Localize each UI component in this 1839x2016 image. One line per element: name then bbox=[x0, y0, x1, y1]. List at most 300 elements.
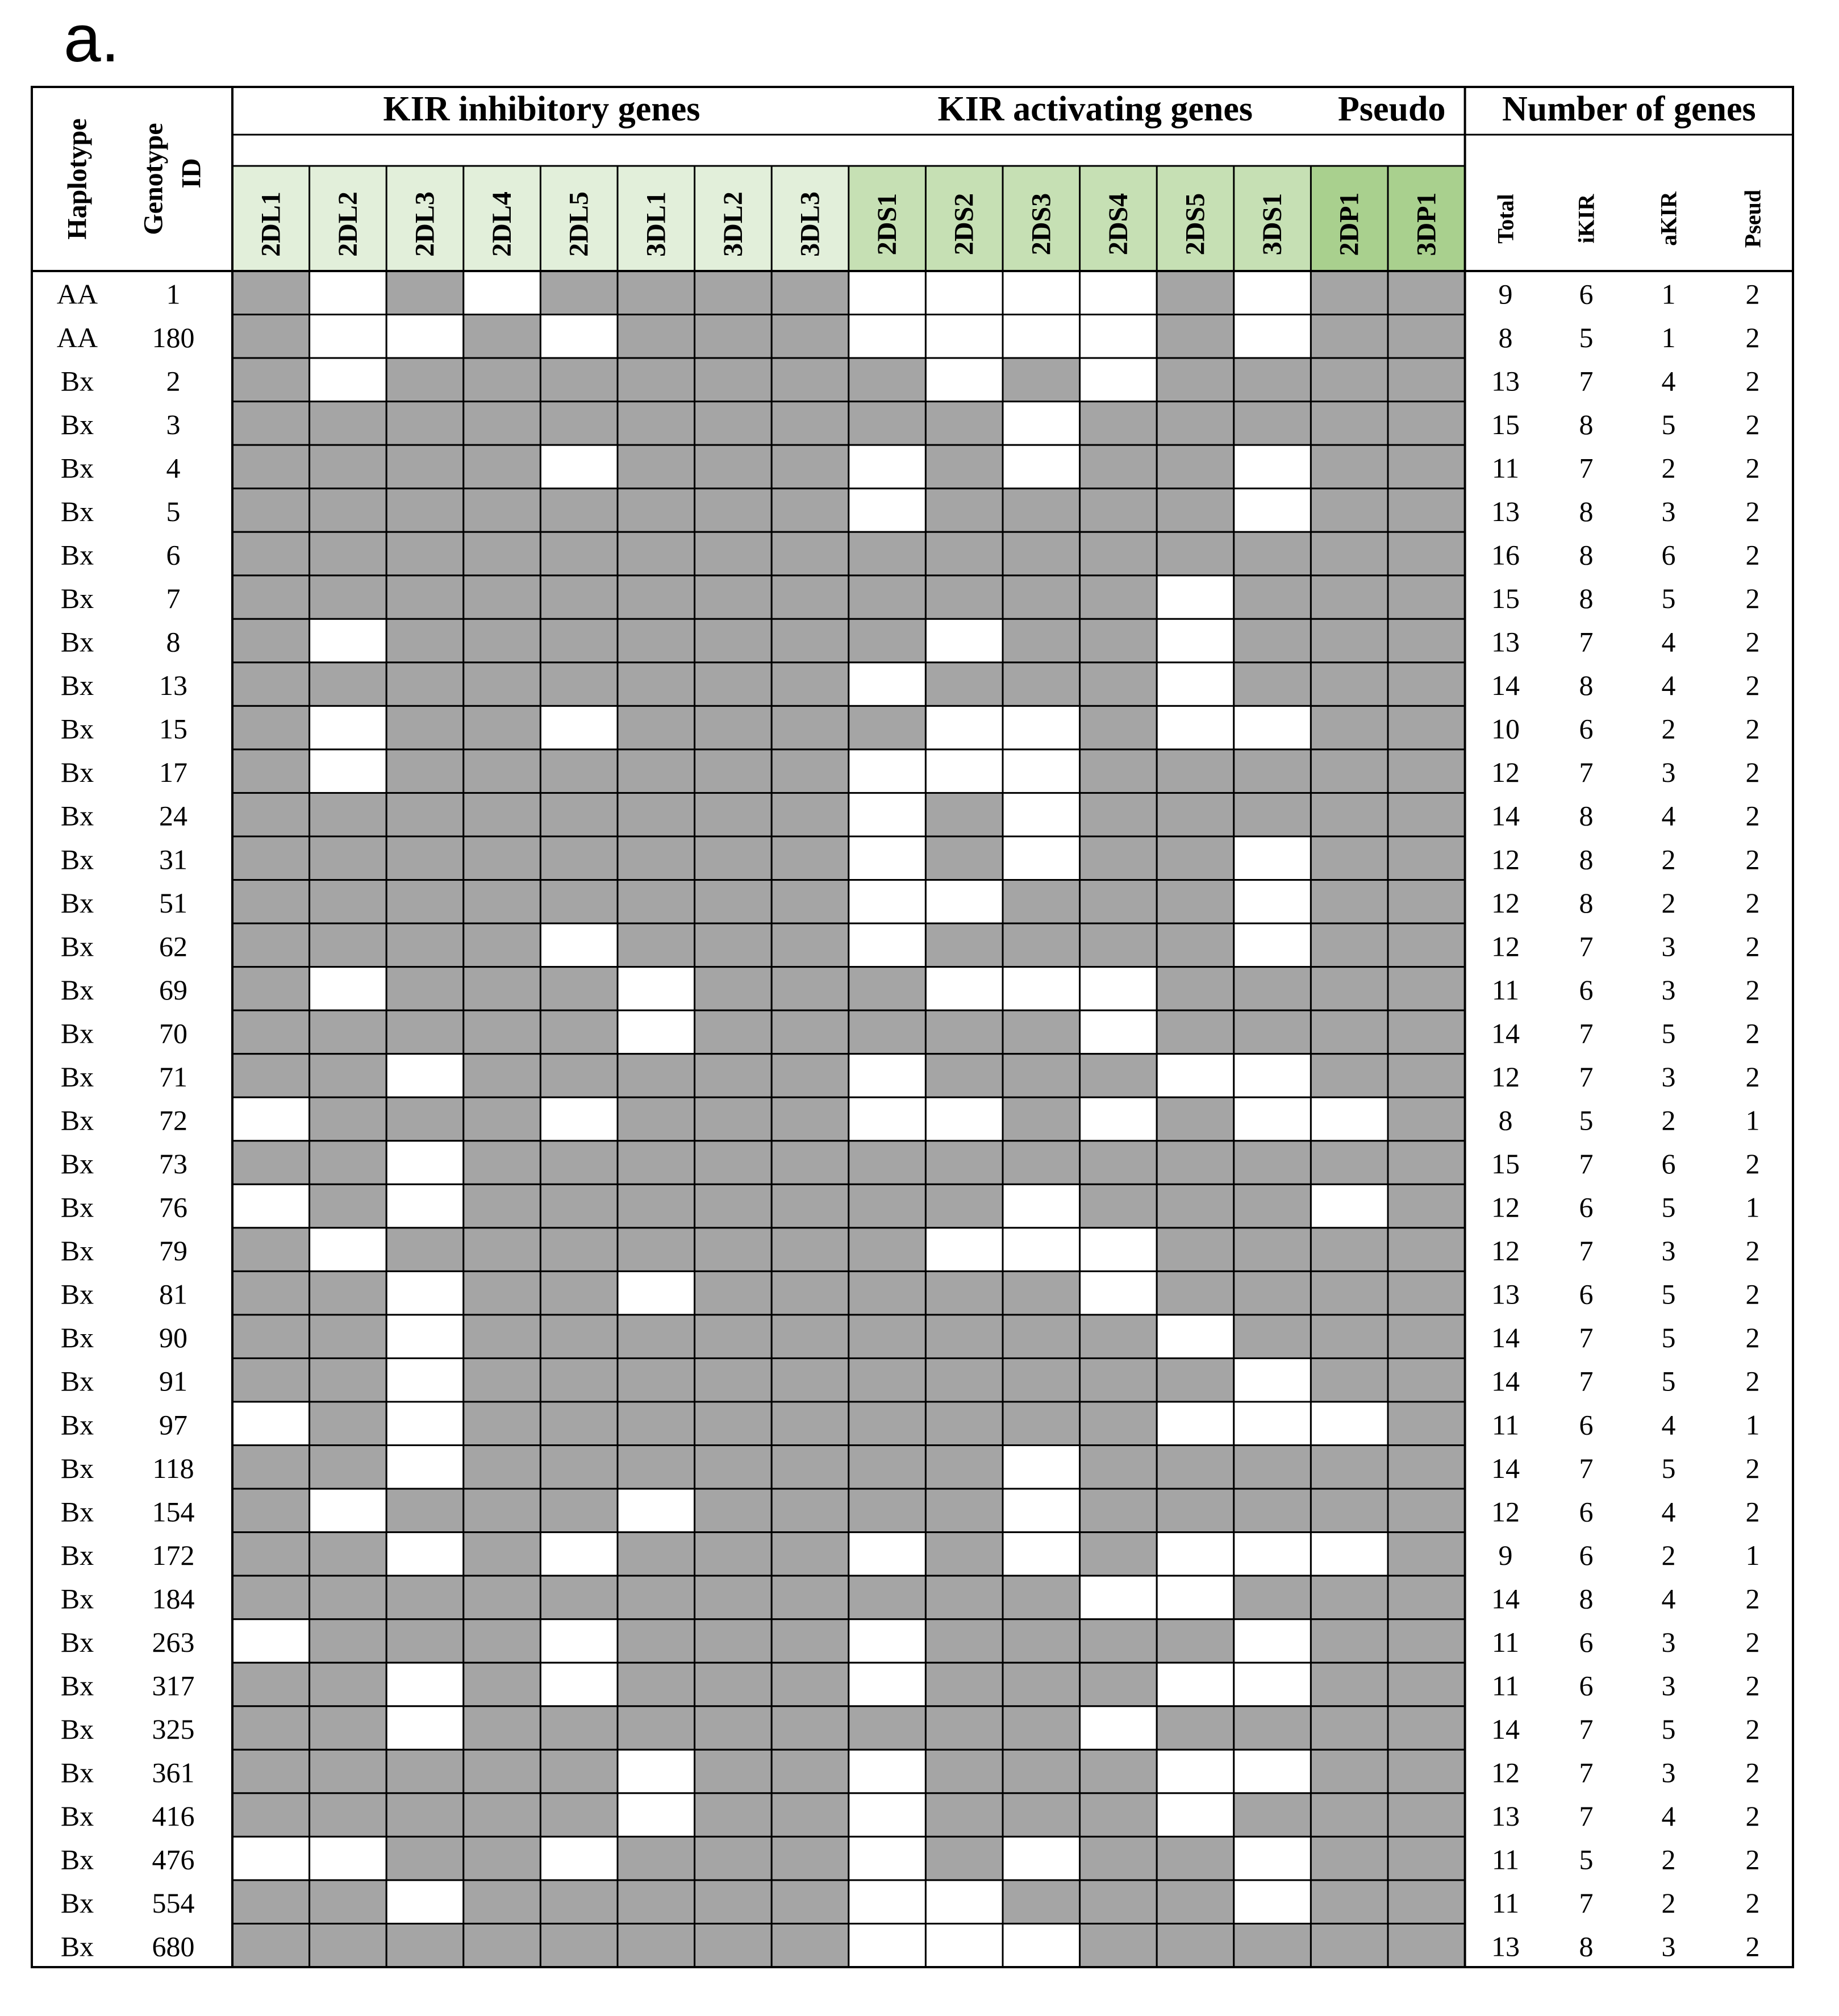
gene-cell bbox=[1080, 1489, 1157, 1532]
gene-cell bbox=[925, 1576, 1003, 1619]
genotype-id-cell: 7 bbox=[166, 582, 181, 615]
gene-cell bbox=[1080, 1706, 1157, 1750]
count-cell: 7 bbox=[1579, 1322, 1594, 1354]
gene-cell bbox=[849, 880, 926, 924]
gene-cell bbox=[386, 445, 464, 489]
gene-cell bbox=[618, 271, 695, 315]
gene-header-2ds1: 2DS1 bbox=[872, 193, 903, 256]
gene-cell bbox=[1080, 1228, 1157, 1272]
gene-cell bbox=[1388, 663, 1465, 706]
gene-cell bbox=[772, 1923, 849, 1967]
gene-cell bbox=[618, 1358, 695, 1402]
gene-cell bbox=[1311, 1576, 1388, 1619]
gene-cell bbox=[1080, 1315, 1157, 1359]
table-row bbox=[61, 532, 1760, 576]
gene-cell bbox=[1388, 793, 1465, 836]
gene-cell bbox=[386, 1141, 464, 1185]
gene-cell bbox=[925, 1402, 1003, 1446]
count-cell: 6 bbox=[1579, 1539, 1594, 1571]
gene-cell bbox=[849, 445, 926, 489]
gene-cell bbox=[925, 1619, 1003, 1663]
count-cell: 2 bbox=[1745, 278, 1760, 310]
gene-cell bbox=[695, 1228, 772, 1272]
haplotype-cell: Bx bbox=[60, 1148, 94, 1180]
haplotype-cell: Bx bbox=[60, 843, 94, 876]
gene-cell bbox=[1080, 1446, 1157, 1489]
gene-cell bbox=[618, 532, 695, 576]
genotype-id-header-suffix: ID bbox=[176, 158, 207, 189]
count-cell: 13 bbox=[1491, 495, 1520, 527]
gene-cell bbox=[1157, 315, 1234, 359]
gene-cell bbox=[1080, 1793, 1157, 1837]
gene-header-2dl1: 2DL1 bbox=[256, 191, 286, 257]
count-cell: 7 bbox=[1579, 626, 1594, 658]
gene-cell bbox=[772, 1619, 849, 1663]
count-cell: 2 bbox=[1745, 1060, 1760, 1093]
gene-cell bbox=[849, 749, 926, 793]
count-cell: 2 bbox=[1745, 756, 1760, 789]
gene-cell bbox=[386, 923, 464, 967]
haplotype-cell: Bx bbox=[60, 1278, 94, 1310]
gene-cell bbox=[464, 1750, 541, 1793]
gene-cell bbox=[618, 923, 695, 967]
gene-cell bbox=[1234, 1532, 1311, 1576]
gene-cell bbox=[695, 1923, 772, 1967]
haplotype-cell: Bx bbox=[60, 539, 94, 571]
count-cell: 4 bbox=[1661, 799, 1676, 832]
genotype-id-cell: 4 bbox=[166, 452, 181, 484]
gene-cell bbox=[618, 315, 695, 359]
gene-cell bbox=[925, 402, 1003, 445]
gene-cell bbox=[1311, 358, 1388, 402]
gene-cell bbox=[1003, 880, 1080, 924]
gene-cell bbox=[1388, 619, 1465, 663]
gene-cell bbox=[695, 271, 772, 315]
gene-cell bbox=[1157, 489, 1234, 532]
gene-cell bbox=[1388, 315, 1465, 359]
count-cell: 8 bbox=[1579, 799, 1594, 832]
table-row bbox=[61, 489, 1760, 532]
haplotype-cell: Bx bbox=[60, 365, 94, 397]
gene-cell bbox=[849, 923, 926, 967]
gene-cell bbox=[386, 489, 464, 532]
genotype-id-cell: 1 bbox=[166, 278, 181, 310]
gene-cell bbox=[925, 1010, 1003, 1054]
gene-cell bbox=[925, 1706, 1003, 1750]
haplotype-cell: Bx bbox=[60, 1582, 94, 1615]
gene-cell bbox=[540, 532, 618, 576]
count-cell: 8 bbox=[1579, 1582, 1594, 1615]
gene-cell bbox=[1388, 1489, 1465, 1532]
count-cell: 3 bbox=[1661, 930, 1676, 963]
gene-cell bbox=[232, 1315, 310, 1359]
haplotype-cell: Bx bbox=[60, 886, 94, 919]
gene-cell bbox=[1003, 1619, 1080, 1663]
gene-cell bbox=[310, 1097, 387, 1141]
gene-cell bbox=[1157, 1532, 1234, 1576]
gene-cell bbox=[1311, 1619, 1388, 1663]
gene-cell bbox=[1388, 358, 1465, 402]
gene-cell bbox=[540, 271, 618, 315]
haplotype-cell: Bx bbox=[60, 1496, 94, 1528]
gene-cell bbox=[310, 663, 387, 706]
table-header bbox=[62, 90, 1766, 271]
gene-cell bbox=[1311, 1358, 1388, 1402]
count-cell: 7 bbox=[1579, 1060, 1594, 1093]
count-cell: 11 bbox=[1491, 452, 1520, 484]
gene-cell bbox=[232, 793, 310, 836]
gene-cell bbox=[1157, 1793, 1234, 1837]
gene-cell bbox=[925, 749, 1003, 793]
gene-cell bbox=[1157, 1141, 1234, 1185]
gene-cell bbox=[1311, 1271, 1388, 1315]
gene-cell bbox=[1157, 663, 1234, 706]
gene-cell bbox=[310, 576, 387, 619]
gene-cell bbox=[232, 358, 310, 402]
gene-cell bbox=[772, 1358, 849, 1402]
gene-cell bbox=[232, 271, 310, 315]
gene-cell bbox=[849, 271, 926, 315]
gene-cell bbox=[310, 445, 387, 489]
gene-cell bbox=[849, 576, 926, 619]
gene-cell bbox=[695, 967, 772, 1011]
gene-cell bbox=[849, 1663, 926, 1706]
gene-cell bbox=[464, 445, 541, 489]
table-row bbox=[61, 1706, 1760, 1750]
gene-cell bbox=[232, 1706, 310, 1750]
gene-cell bbox=[1234, 1663, 1311, 1706]
gene-cell bbox=[232, 1923, 310, 1967]
haplotype-cell: Bx bbox=[60, 669, 94, 702]
count-cell: 2 bbox=[1745, 1365, 1760, 1397]
table-row bbox=[61, 749, 1760, 793]
gene-cell bbox=[1003, 1141, 1080, 1185]
count-cell: 4 bbox=[1661, 1582, 1676, 1615]
gene-cell bbox=[925, 576, 1003, 619]
gene-cell bbox=[925, 1054, 1003, 1098]
gene-cell bbox=[849, 793, 926, 836]
gene-cell bbox=[1234, 1315, 1311, 1359]
gene-cell bbox=[925, 1315, 1003, 1359]
gene-cell bbox=[1003, 445, 1080, 489]
gene-cell bbox=[1388, 1141, 1465, 1185]
gene-cell bbox=[1234, 1923, 1311, 1967]
gene-cell bbox=[1003, 1750, 1080, 1793]
gene-cell bbox=[1234, 445, 1311, 489]
gene-cell bbox=[1388, 1706, 1465, 1750]
count-cell: 13 bbox=[1491, 626, 1520, 658]
gene-cell bbox=[540, 489, 618, 532]
count-cell: 7 bbox=[1579, 756, 1594, 789]
gene-cell bbox=[925, 967, 1003, 1011]
gene-cell bbox=[1080, 1184, 1157, 1228]
count-cell: 2 bbox=[1745, 1148, 1760, 1180]
count-cell: 2 bbox=[1745, 1713, 1760, 1746]
gene-cell bbox=[1234, 576, 1311, 619]
gene-cell bbox=[232, 967, 310, 1011]
gene-cell bbox=[1388, 1315, 1465, 1359]
table-row bbox=[61, 1532, 1760, 1576]
gene-cell bbox=[925, 532, 1003, 576]
gene-cell bbox=[1003, 532, 1080, 576]
gene-cell bbox=[464, 1184, 541, 1228]
count-cell: 2 bbox=[1661, 713, 1676, 745]
gene-cell bbox=[386, 532, 464, 576]
gene-cell bbox=[1157, 1184, 1234, 1228]
gene-cell bbox=[464, 1446, 541, 1489]
haplotype-cell: Bx bbox=[60, 1104, 94, 1136]
count-cell: 12 bbox=[1491, 1235, 1520, 1267]
genotype-id-cell: 97 bbox=[159, 1409, 187, 1441]
count-cell: 15 bbox=[1491, 1148, 1520, 1180]
gene-cell bbox=[925, 619, 1003, 663]
gene-cell bbox=[1080, 1576, 1157, 1619]
gene-cell bbox=[540, 1358, 618, 1402]
gene-cell bbox=[1311, 749, 1388, 793]
table-row bbox=[61, 1446, 1760, 1489]
gene-cell bbox=[849, 1446, 926, 1489]
gene-cell bbox=[1234, 402, 1311, 445]
gene-cell bbox=[1234, 1141, 1311, 1185]
genotype-id-cell: 51 bbox=[159, 886, 187, 919]
gene-cell bbox=[849, 1880, 926, 1924]
gene-cell bbox=[386, 619, 464, 663]
gene-header-2ds5: 2DS5 bbox=[1180, 193, 1211, 256]
gene-cell bbox=[849, 1923, 926, 1967]
gene-cell bbox=[1003, 1532, 1080, 1576]
gene-cell bbox=[1157, 1836, 1234, 1880]
gene-cell bbox=[695, 1402, 772, 1446]
gene-cell bbox=[772, 1054, 849, 1098]
gene-cell bbox=[1080, 1923, 1157, 1967]
gene-cell bbox=[310, 1358, 387, 1402]
table-row bbox=[61, 1663, 1760, 1706]
gene-cell bbox=[310, 880, 387, 924]
gene-cell bbox=[1234, 619, 1311, 663]
gene-cell bbox=[540, 1793, 618, 1837]
count-cell: 6 bbox=[1579, 1669, 1594, 1702]
count-cell: 2 bbox=[1661, 843, 1676, 876]
gene-cell bbox=[464, 880, 541, 924]
gene-cell bbox=[849, 1141, 926, 1185]
gene-cell bbox=[618, 1446, 695, 1489]
count-cell: 2 bbox=[1745, 799, 1760, 832]
gene-cell bbox=[232, 1619, 310, 1663]
count-cell: 4 bbox=[1661, 1800, 1676, 1832]
gene-cell bbox=[1234, 315, 1311, 359]
gene-cell bbox=[386, 1880, 464, 1924]
gene-cell bbox=[1388, 1271, 1465, 1315]
gene-cell bbox=[540, 1706, 618, 1750]
gene-cell bbox=[310, 619, 387, 663]
gene-cell bbox=[464, 1010, 541, 1054]
gene-cell bbox=[1234, 1010, 1311, 1054]
count-cell: 8 bbox=[1579, 1930, 1594, 1963]
haplotype-cell: Bx bbox=[60, 1322, 94, 1354]
count-cell: 1 bbox=[1661, 278, 1676, 310]
gene-cell bbox=[618, 1228, 695, 1272]
gene-cell bbox=[1311, 967, 1388, 1011]
gene-cell bbox=[464, 706, 541, 749]
gene-cell bbox=[1311, 1184, 1388, 1228]
gene-cell bbox=[1234, 1793, 1311, 1837]
count-cell: 1 bbox=[1745, 1409, 1760, 1441]
gene-cell bbox=[772, 1446, 849, 1489]
count-cell: 8 bbox=[1579, 408, 1594, 440]
gene-cell bbox=[695, 880, 772, 924]
gene-cell bbox=[1234, 1706, 1311, 1750]
gene-cell bbox=[464, 619, 541, 663]
gene-cell bbox=[1157, 749, 1234, 793]
gene-cell bbox=[1157, 1402, 1234, 1446]
gene-cell bbox=[310, 1271, 387, 1315]
gene-cell bbox=[849, 1228, 926, 1272]
gene-cell bbox=[695, 619, 772, 663]
gene-cell bbox=[618, 1054, 695, 1098]
gene-cell bbox=[386, 1402, 464, 1446]
gene-cell bbox=[849, 402, 926, 445]
count-cell: 12 bbox=[1491, 886, 1520, 919]
count-cell: 2 bbox=[1745, 365, 1760, 397]
gene-cell bbox=[695, 1663, 772, 1706]
genotype-id-cell: 79 bbox=[159, 1235, 187, 1267]
gene-cell bbox=[1157, 1228, 1234, 1272]
gene-cell bbox=[772, 1489, 849, 1532]
table-row bbox=[61, 1836, 1760, 1880]
count-cell: 2 bbox=[1745, 973, 1760, 1006]
gene-cell bbox=[618, 1576, 695, 1619]
gene-cell bbox=[1311, 1489, 1388, 1532]
haplotype-cell: Bx bbox=[60, 930, 94, 963]
gene-cell bbox=[464, 923, 541, 967]
gene-cell bbox=[695, 1184, 772, 1228]
count-cell: 12 bbox=[1491, 1191, 1520, 1223]
count-cell: 11 bbox=[1491, 1626, 1520, 1658]
gene-cell bbox=[1234, 880, 1311, 924]
count-cell: 6 bbox=[1661, 539, 1676, 571]
count-cell: 7 bbox=[1579, 1452, 1594, 1484]
gene-cell bbox=[1080, 706, 1157, 749]
gene-cell bbox=[540, 1402, 618, 1446]
gene-cell bbox=[1080, 1619, 1157, 1663]
gene-cell bbox=[1388, 1663, 1465, 1706]
gene-cell bbox=[1157, 1750, 1234, 1793]
gene-cell bbox=[1234, 1271, 1311, 1315]
gene-cell bbox=[1234, 923, 1311, 967]
gene-cell bbox=[772, 663, 849, 706]
gene-cell bbox=[849, 1054, 926, 1098]
gene-cell bbox=[1388, 1010, 1465, 1054]
gene-cell bbox=[618, 402, 695, 445]
gene-cell bbox=[464, 1880, 541, 1924]
count-cell: 13 bbox=[1491, 1930, 1520, 1963]
gene-cell bbox=[1311, 706, 1388, 749]
gene-header-3ds1: 3DS1 bbox=[1257, 193, 1288, 256]
count-cell: 5 bbox=[1579, 1104, 1594, 1136]
gene-cell bbox=[1388, 1576, 1465, 1619]
gene-cell bbox=[386, 1619, 464, 1663]
gene-cell bbox=[1157, 793, 1234, 836]
gene-cell bbox=[310, 358, 387, 402]
gene-cell bbox=[1080, 663, 1157, 706]
genotype-id-cell: 184 bbox=[152, 1582, 195, 1615]
count-cell: 11 bbox=[1491, 1887, 1520, 1919]
gene-cell bbox=[1311, 576, 1388, 619]
count-cell: 14 bbox=[1491, 1582, 1520, 1615]
gene-cell bbox=[540, 358, 618, 402]
gene-cell bbox=[1157, 619, 1234, 663]
count-cell: 2 bbox=[1661, 886, 1676, 919]
count-cell: 8 bbox=[1579, 582, 1594, 615]
gene-cell bbox=[772, 576, 849, 619]
gene-cell bbox=[310, 749, 387, 793]
gene-cell bbox=[540, 1054, 618, 1098]
gene-cell bbox=[1157, 880, 1234, 924]
gene-cell bbox=[1234, 1097, 1311, 1141]
count-cell: 2 bbox=[1745, 1322, 1760, 1354]
gene-cell bbox=[1003, 706, 1080, 749]
gene-cell bbox=[1080, 1750, 1157, 1793]
gene-cell bbox=[1311, 1880, 1388, 1924]
table-row bbox=[61, 1097, 1760, 1141]
gene-cell bbox=[232, 749, 310, 793]
count-cell: 2 bbox=[1745, 930, 1760, 963]
gene-cell bbox=[1234, 1836, 1311, 1880]
table-row bbox=[61, 1315, 1760, 1359]
gene-cell bbox=[849, 358, 926, 402]
gene-header-2dl2: 2DL2 bbox=[332, 191, 363, 257]
gene-cell bbox=[310, 1923, 387, 1967]
gene-cell bbox=[1311, 1706, 1388, 1750]
count-cell: 4 bbox=[1661, 365, 1676, 397]
gene-cell bbox=[540, 663, 618, 706]
gene-cell bbox=[618, 1750, 695, 1793]
genotype-id-cell: 71 bbox=[159, 1060, 187, 1093]
gene-cell bbox=[310, 315, 387, 359]
gene-cell bbox=[232, 402, 310, 445]
gene-cell bbox=[540, 1532, 618, 1576]
gene-cell bbox=[1157, 1010, 1234, 1054]
gene-cell bbox=[232, 1010, 310, 1054]
gene-cell bbox=[310, 1576, 387, 1619]
gene-cell bbox=[618, 1010, 695, 1054]
gene-cell bbox=[849, 1836, 926, 1880]
count-cell: 13 bbox=[1491, 1800, 1520, 1832]
count-cell: 2 bbox=[1745, 843, 1760, 876]
count-cell: 5 bbox=[1661, 1017, 1676, 1049]
count-cell: 2 bbox=[1745, 626, 1760, 658]
gene-cell bbox=[618, 793, 695, 836]
gene-header-2dl5: 2DL5 bbox=[564, 191, 594, 257]
table-row bbox=[61, 1054, 1760, 1098]
gene-cell bbox=[464, 1097, 541, 1141]
gene-cell bbox=[618, 1184, 695, 1228]
count-cell: 3 bbox=[1661, 1930, 1676, 1963]
gene-cell bbox=[1080, 532, 1157, 576]
count-cell: 5 bbox=[1661, 1365, 1676, 1397]
gene-cell bbox=[1388, 967, 1465, 1011]
haplotype-cell: Bx bbox=[60, 1539, 94, 1571]
count-cell: 13 bbox=[1491, 1278, 1520, 1310]
gene-cell bbox=[772, 1228, 849, 1272]
gene-cell bbox=[540, 923, 618, 967]
gene-cell bbox=[1234, 1576, 1311, 1619]
table-row bbox=[61, 793, 1760, 836]
gene-cell bbox=[849, 489, 926, 532]
gene-cell bbox=[1311, 1836, 1388, 1880]
gene-cell bbox=[1234, 749, 1311, 793]
gene-cell bbox=[618, 1097, 695, 1141]
